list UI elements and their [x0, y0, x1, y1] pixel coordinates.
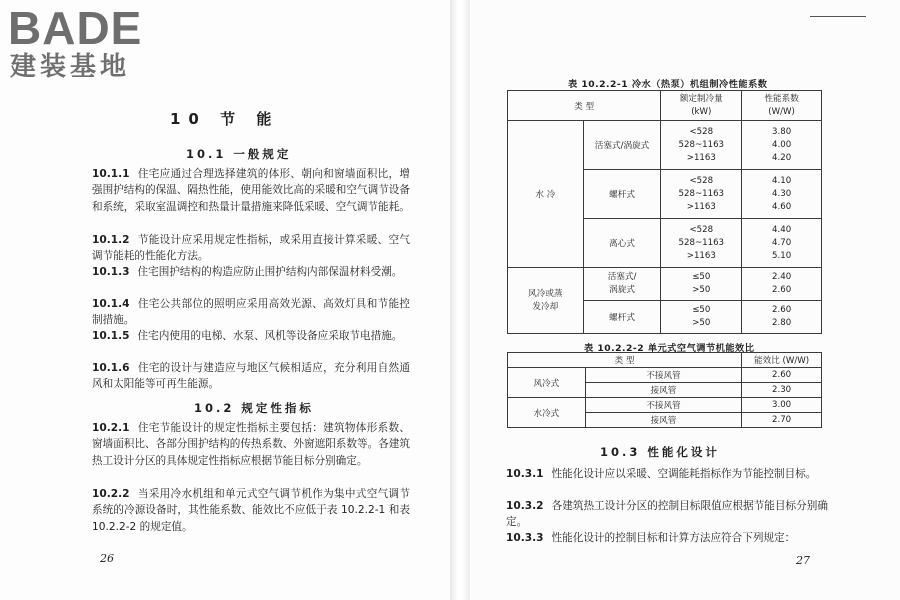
clause-text: 住宅围护结构的构造应防止围护结构内部保温材料受潮。 — [137, 266, 403, 278]
capacity-value: <528 — [689, 126, 714, 137]
category-water-cooled: 水 冷 — [508, 121, 584, 268]
capacity-value: <528 — [689, 175, 714, 186]
subtype: 螺杆式 — [583, 301, 661, 334]
clause-number: 10.1.5 — [92, 330, 130, 342]
clause-number: 10.1.4 — [92, 298, 130, 310]
clause-10-2-1 — [92, 420, 410, 469]
header-cop — [742, 91, 822, 121]
capacity-values — [661, 301, 742, 334]
section-title-10-3: 10.3 性能化设计 — [600, 445, 720, 459]
clause-10-3-3 — [506, 530, 828, 546]
clause-10-1-4 — [92, 296, 410, 329]
header-capacity-unit: (kW) — [691, 106, 712, 117]
clause-number: 10.2.1 — [92, 422, 130, 434]
eer-value: 2.60 — [742, 368, 822, 383]
capacity-values — [661, 268, 742, 301]
subtype: 活塞式/涡旋式 — [583, 121, 661, 170]
clause-10-3-1 — [506, 466, 828, 482]
clause-number: 10.1.6 — [92, 362, 130, 374]
logo-subtitle: 建装基地 — [10, 52, 131, 82]
clause-number: 10.1.1 — [92, 168, 130, 180]
eer-value: 2.30 — [742, 383, 822, 398]
cop-value: 5.10 — [772, 250, 792, 261]
clause-text: 住宅公共部位的照明应采用高效光源、高效灯具和节能控制措施。 — [92, 298, 410, 327]
clause-text: 节能设计应采用规定性指标，或采用直接计算采暖、空气调节能耗的性能化方法。 — [92, 234, 410, 263]
capacity-value: >1163 — [686, 152, 716, 163]
capacity-value: ≤50 — [692, 305, 711, 315]
table-2-caption: 表 10.2.2-2 单元式空气调节机能效比 — [584, 343, 755, 354]
subtype: 接风管 — [585, 383, 741, 398]
table-row — [508, 368, 822, 383]
capacity-value: 528~1163 — [678, 188, 725, 199]
clause-10-1-6 — [92, 360, 410, 393]
cop-value: 3.80 — [772, 126, 792, 137]
cop-value: 4.00 — [772, 139, 792, 150]
table-eer — [507, 352, 822, 428]
clause-10-1-3 — [92, 264, 410, 280]
category-water-cooled: 水冷式 — [508, 398, 586, 428]
cop-value: 2.40 — [772, 272, 792, 282]
clause-text: 各建筑热工设计分区的控制目标限值应根据节能目标分别确定。 — [506, 500, 828, 529]
clause-text: 住宅节能设计的规定性指标主要包括：建筑物体形系数、窗墙面积比、各部分围护结构的传热系数、外窗遮阳系数等。各建筑热工设计分区的具体规定性指标应根据节能目标分别确定。 — [92, 422, 410, 467]
cop-value: 4.10 — [772, 175, 792, 186]
header-cop-label: 性能系数 — [764, 93, 799, 104]
capacity-value: >1163 — [686, 201, 716, 212]
clause-text: 住宅内使用的电梯、水泵、风机等设备应采取节电措施。 — [137, 330, 403, 342]
clause-number: 10.1.2 — [92, 234, 130, 246]
clause-number: 10.1.3 — [92, 266, 130, 278]
table-cop — [507, 90, 822, 334]
cop-value: 4.70 — [772, 237, 792, 248]
header-type: 类 型 — [508, 91, 661, 121]
clause-text: 住宅应通过合理选择建筑的体形、朝向和窗墙面积比，增强围护结构的保温、隔热性能，使用能效比高的采暖和空气调节设备和系统，采取室温调控和热量计量措施来降低采暖、空气调节能耗。 — [92, 168, 410, 213]
capacity-values — [661, 219, 742, 268]
cop-value: 2.80 — [772, 318, 792, 328]
capacity-value: >1163 — [686, 250, 716, 261]
clause-text: 当采用冷水机组和单元式空气调节机作为集中式空气调节系统的冷源设备时，其性能系数、能效比不应低于表 10.2.2-1 和表 10.2.2-2 的规定值。 — [92, 488, 410, 533]
clause-10-1-1 — [92, 166, 410, 215]
subtype-line: 活塞式/ — [607, 272, 637, 282]
capacity-value: >50 — [692, 285, 711, 295]
header-capacity — [661, 91, 742, 121]
section-title-10-2: 10.2 规定性指标 — [194, 401, 314, 415]
book-gutter — [450, 0, 470, 600]
table-row — [508, 398, 822, 413]
table-row — [508, 268, 822, 301]
page-number-left: 26 — [100, 552, 114, 565]
category-line: 风冷或蒸 — [528, 288, 563, 299]
header-eer: 能效比 (W/W) — [742, 353, 822, 368]
cop-value: 2.60 — [772, 285, 792, 295]
category-air-cooled: 风冷式 — [508, 368, 586, 398]
table-row — [508, 121, 822, 170]
cop-values — [742, 121, 822, 170]
clause-text: 住宅的设计与建造应与地区气候相适应，充分利用自然通风和太阳能等可再生能源。 — [92, 362, 410, 391]
clause-10-3-2 — [506, 498, 828, 531]
capacity-value: ≤50 — [692, 272, 711, 282]
capacity-value: >50 — [692, 318, 711, 328]
clause-text: 性能化设计应以采暖、空调能耗指标作为节能控制目标。 — [551, 468, 817, 480]
cop-values — [742, 170, 822, 219]
table-1-caption: 表 10.2.2-1 冷水（热泵）机组制冷性能系数 — [568, 79, 768, 90]
clause-number: 10.3.2 — [506, 500, 544, 512]
subtype: 接风管 — [585, 413, 741, 428]
cop-value: 4.20 — [772, 152, 792, 163]
clause-number: 10.3.1 — [506, 468, 544, 480]
capacity-values — [661, 121, 742, 170]
subtype-line: 涡旋式 — [609, 285, 635, 295]
category-air-cooled — [508, 268, 584, 334]
cop-values — [742, 301, 822, 334]
header-type: 类 型 — [508, 353, 742, 368]
capacity-value: 528~1163 — [678, 139, 725, 150]
capacity-values — [661, 170, 742, 219]
clause-text: 性能化设计的控制目标和计算方法应符合下列规定： — [551, 532, 796, 544]
subtype: 离心式 — [583, 219, 661, 268]
header-capacity-label: 额定制冷量 — [679, 93, 723, 104]
clause-10-1-5 — [92, 328, 410, 344]
cop-values — [742, 219, 822, 268]
eer-value: 3.00 — [742, 398, 822, 413]
subtype: 不接风管 — [585, 398, 741, 413]
logo-bade: BADE — [8, 2, 143, 54]
section-title-10-1: 10.1 一般规定 — [186, 147, 292, 161]
subtype: 不接风管 — [585, 368, 741, 383]
cop-value: 4.60 — [772, 201, 792, 212]
table-header-row — [508, 353, 822, 368]
clause-number: 10.3.3 — [506, 532, 544, 544]
cop-value: 4.30 — [772, 188, 792, 199]
category-line: 发冷却 — [532, 301, 559, 312]
chapter-title: 10 节 能 — [170, 110, 280, 128]
clause-number: 10.2.2 — [92, 488, 130, 500]
page-number-right: 27 — [796, 554, 810, 567]
capacity-value: <528 — [689, 224, 714, 235]
eer-value: 2.70 — [742, 413, 822, 428]
subtype: 螺杆式 — [583, 170, 661, 219]
table-header-row — [508, 91, 822, 121]
cop-values — [742, 268, 822, 301]
subtype — [583, 268, 661, 301]
header-rule — [810, 16, 866, 17]
cop-value: 2.60 — [772, 305, 792, 315]
clause-10-1-2 — [92, 232, 410, 265]
capacity-value: 528~1163 — [678, 237, 725, 248]
header-cop-unit: (W/W) — [768, 106, 795, 117]
clause-10-2-2 — [92, 486, 410, 535]
cop-value: 4.40 — [772, 224, 792, 235]
